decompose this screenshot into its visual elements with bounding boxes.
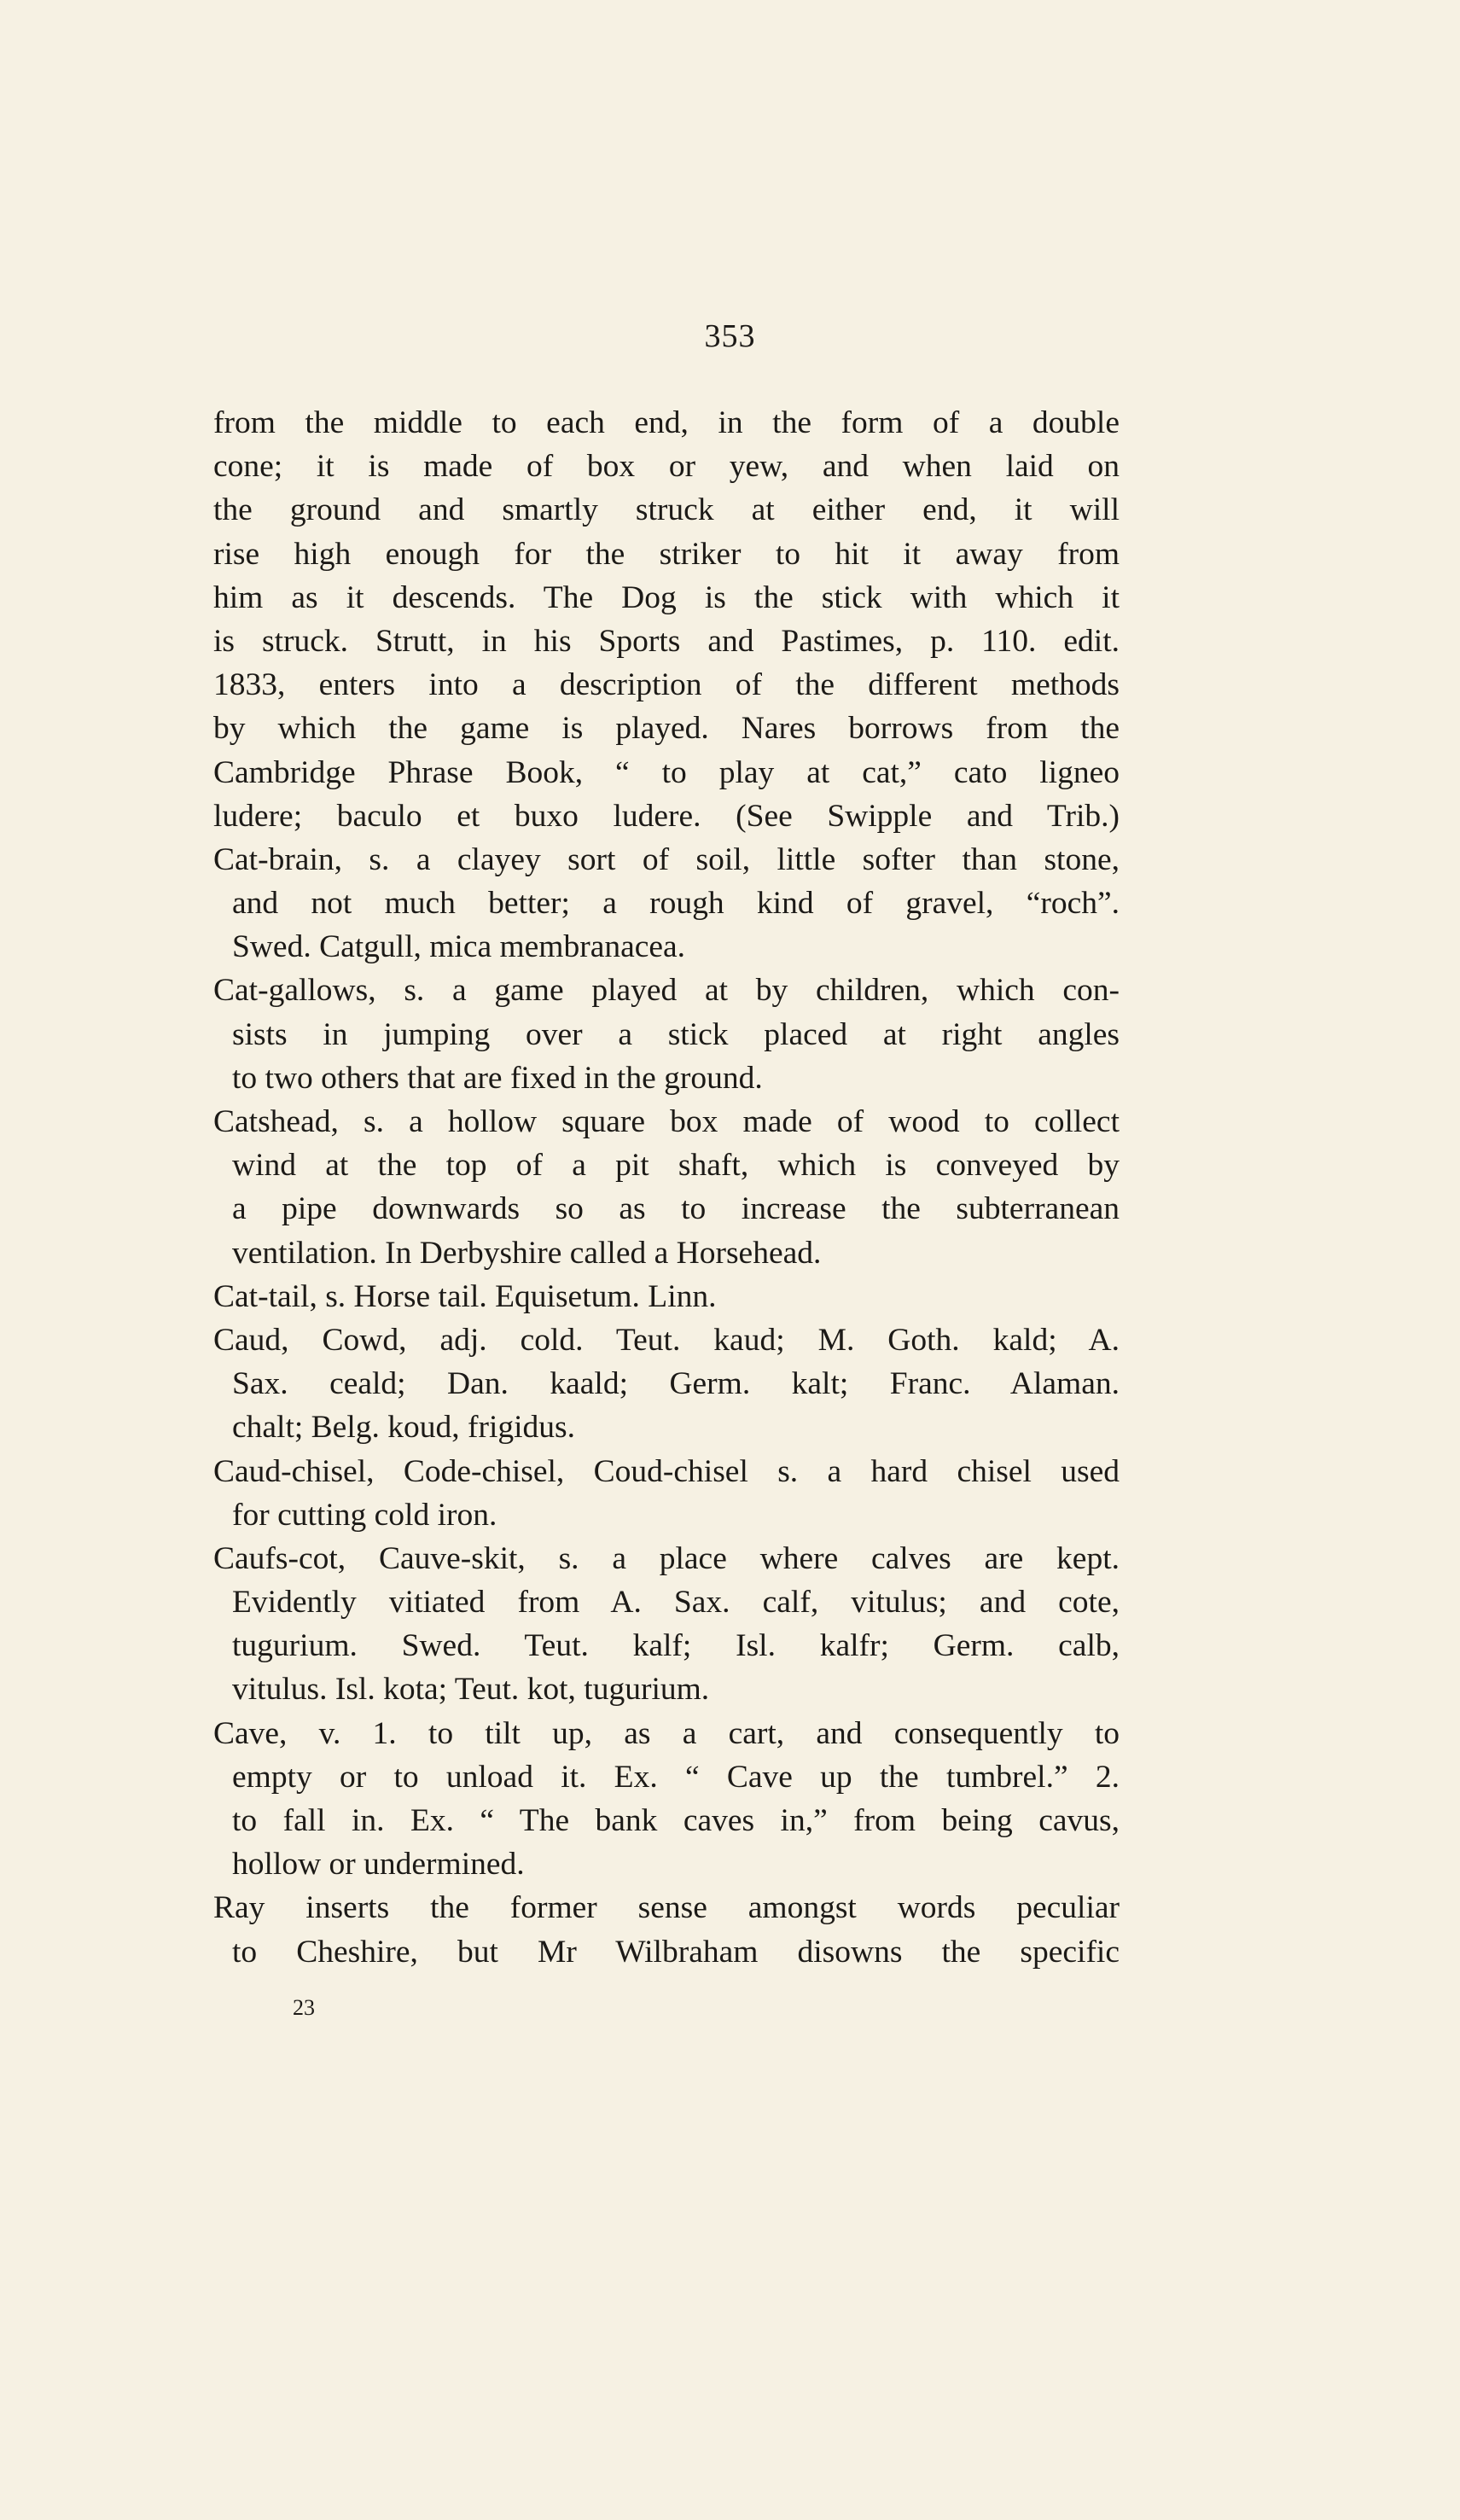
text-line: wind at the top of a pit shaft, which is conveyed by <box>232 1148 1120 1184</box>
entry-cat-tail: Cat-tail, s. Horse tail. Equisetum. Linn. <box>213 1278 717 1314</box>
text-line: to two others that are fixed in the ground. <box>232 1060 763 1096</box>
text-line: by which the game is played. Nares borrows from the <box>213 711 1120 747</box>
text-line: Ray inserts the former sense amongst words peculiar <box>213 1890 1120 1926</box>
text-line: cone; it is made of box or yew, and when laid on <box>213 449 1120 485</box>
text-line: ventilation. In Derbyshire called a Horsehead. <box>232 1235 822 1271</box>
signature-mark: 23 <box>293 1995 315 2020</box>
text-line: Cambridge Phrase Book, “ to play at cat,” cato ligneo <box>213 754 1120 790</box>
text-line: a pipe downwards so as to increase the subterranean <box>232 1191 1120 1227</box>
text-line: 1833, enters into a description of the different methods <box>213 667 1120 703</box>
text-line: him as it descends. The Dog is the stick with which it <box>213 579 1120 615</box>
text-line: sists in jumping over a stick placed at right angles <box>232 1016 1120 1052</box>
text-line: to fall in. Ex. “ The bank caves in,” from being cavus, <box>232 1803 1120 1838</box>
text-line: is struck. Strutt, in his Sports and Pastimes, p. 110. edit. <box>213 623 1120 659</box>
text-line: tugurium. Swed. Teut. kalf; Isl. kalfr; Germ. calb, <box>232 1628 1120 1664</box>
text-line: for cutting cold iron. <box>232 1497 497 1533</box>
text-line: from the middle to each end, in the form of a double <box>213 405 1120 440</box>
text-line: rise high enough for the striker to hit it away from <box>213 536 1120 572</box>
page-number: 353 <box>704 318 756 354</box>
text-line: chalt; Belg. koud, frigidus. <box>232 1410 576 1446</box>
entry-cat-brain: Cat-brain, s. a clayey sort of soil, little softer than stone, <box>213 841 1120 877</box>
text-line: the ground and smartly struck at either end, it will <box>213 492 1120 528</box>
text-line: Swed. Catgull, mica membranacea. <box>232 929 686 965</box>
entry-caud: Caud, Cowd, adj. cold. Teut. kaud; M. Goth. kald; A. <box>213 1322 1120 1358</box>
text-line: ludere; baculo et buxo ludere. (See Swipple and Trib.) <box>213 798 1120 834</box>
text-line: and not much better; a rough kind of gravel, “roch”. <box>232 886 1120 922</box>
text-line: vitulus. Isl. kota; Teut. kot, tugurium. <box>232 1672 710 1708</box>
dictionary-text <box>213 401 1120 1974</box>
text-line: Evidently vitiated from A. Sax. calf, vitulus; and cote, <box>232 1585 1120 1621</box>
text-line: Sax. ceald; Dan. kaald; Germ. kalt; Franc. Alaman. <box>232 1366 1120 1402</box>
entry-caufs-cot: Caufs-cot, Cauve-skit, s. a place where calves are kept. <box>213 1540 1120 1576</box>
text-line: empty or to unload it. Ex. “ Cave up the tumbrel.” 2. <box>232 1759 1120 1795</box>
entry-catshead: Catshead, s. a hollow square box made of wood to collect <box>213 1104 1120 1139</box>
entry-cave: Cave, v. 1. to tilt up, as a cart, and consequently to <box>213 1715 1120 1751</box>
text-line: hollow or undermined. <box>232 1847 525 1883</box>
entry-cat-gallows: Cat-gallows, s. a game played at by children, which con- <box>213 973 1120 1009</box>
entry-caud-chisel: Caud-chisel, Code-chisel, Coud-chisel s. a hard chisel used <box>213 1453 1120 1489</box>
text-line: to Cheshire, but Mr Wilbraham disowns the specific <box>232 1934 1120 1970</box>
